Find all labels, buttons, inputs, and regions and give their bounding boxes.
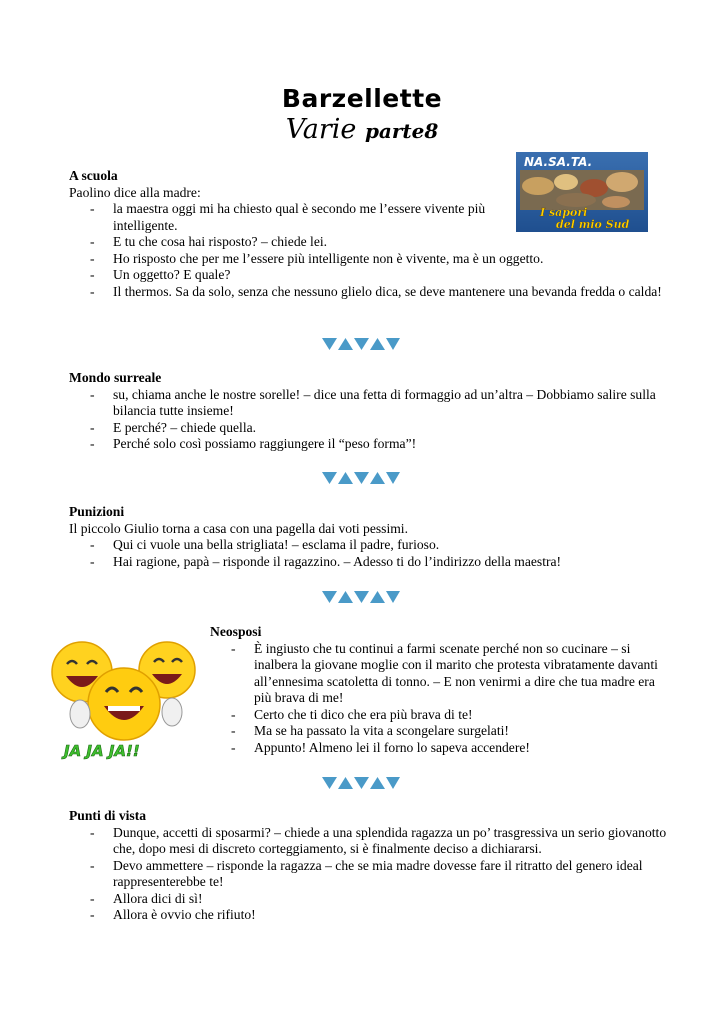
logo-tagline-2: del mio Sud	[556, 218, 630, 231]
logo-title: NA.SA.TA.	[524, 155, 593, 169]
joke-section-neosposi	[210, 624, 660, 756]
section-intro: Il piccolo Giulio torna a casa con una pagella dai voti pessimi.	[69, 520, 408, 536]
dialogue-line: - Ma se ha passato la vita a scongelare surgelati!	[210, 723, 660, 740]
subtitle-part: parte8	[364, 119, 439, 143]
laughing-smileys-image	[42, 632, 202, 762]
dialogue-line: - Certo che ti dico che era più brava di te!	[210, 707, 660, 724]
dialogue-list	[69, 537, 669, 570]
dialogue-line: - la maestra oggi mi ha chiesto qual è secondo me l’essere vivente più intelligente.	[69, 201, 669, 234]
dialogue-line: - Perché solo così possiamo raggiungere il “peso forma”!	[69, 436, 669, 453]
page-title: Barzellette	[281, 84, 443, 113]
triangle-separator	[322, 590, 400, 604]
dialogue-line: - Hai ragione, papà – risponde il ragazzino. – Adesso ti do l’indirizzo della maestra!	[69, 554, 669, 571]
dialogue-line: - Devo ammettere – risponde la ragazza – che se mia madre dovesse fare il ritratto del genero ideal rappresenterebbe te!	[69, 858, 669, 891]
triangle-separator	[322, 776, 400, 790]
section-heading: Mondo surreale	[69, 370, 162, 385]
dialogue-line: - Dunque, accetti di sposarmi? – chiede a una splendida ragazza un po’ trasgressiva un serio giovanotto che, dopo mesi di discreto corteggiamento, si è finalmente deciso a dichiararsi.	[69, 825, 669, 858]
joke-section-mondo-surreale	[69, 370, 669, 453]
dialogue-list	[69, 201, 669, 300]
dialogue-line: - Appunto! Almeno lei il forno lo sapeva accendere!	[210, 740, 660, 757]
dialogue-line: - Un oggetto? E quale?	[69, 267, 669, 284]
dialogue-line: - E perché? – chiede quella.	[69, 420, 669, 437]
section-heading: Punti di vista	[69, 808, 147, 823]
dialogue-line: - Allora dici di sì!	[69, 891, 669, 908]
section-heading: Punizioni	[69, 504, 125, 519]
dialogue-line: - Il thermos. Sa da solo, senza che nessuno glielo dica, se deve mantenere una bevanda fredda o calda!	[69, 284, 669, 301]
dialogue-list	[69, 825, 669, 924]
logo-tagline-1: I sapori	[540, 206, 588, 219]
subtitle-main: Varie	[285, 114, 357, 145]
triangle-separator	[322, 337, 400, 351]
dialogue-list	[210, 641, 660, 757]
dialogue-line: - Qui ci vuole una bella strigliata! – esclama il padre, furioso.	[69, 537, 669, 554]
joke-section-punizioni	[69, 504, 669, 570]
section-intro: Paolino dice alla madre:	[69, 184, 201, 200]
joke-section-punti-di-vista	[69, 808, 669, 924]
triangle-separator	[322, 471, 400, 485]
section-heading: A scuola	[69, 168, 118, 183]
dialogue-line: - Ho risposto che per me l’essere più intelligente non è vivente, ma è un oggetto.	[69, 251, 669, 268]
smiley-caption: JA JA JA!!	[64, 742, 140, 760]
dialogue-list	[69, 387, 669, 453]
dialogue-line: - Allora è ovvio che rifiuto!	[69, 907, 669, 924]
dialogue-line: - E tu che cosa hai risposto? – chiede lei.	[69, 234, 669, 251]
dialogue-line: - È ingiusto che tu continui a farmi scenate perché non so cucinare – si inalbera la giovane moglie con il marito che protesta vibratamente davanti all’ennesima scatoletta di tonno. – E non venirmi a dire che tua madre era più brava di me!	[210, 641, 660, 707]
section-heading: Neosposi	[210, 624, 262, 639]
page-subtitle	[0, 114, 724, 145]
dialogue-line: - su, chiama anche le nostre sorelle! – dice una fetta di formaggio ad un’altra – Dobbiamo salire sulla bilancia tutte insieme!	[69, 387, 669, 420]
joke-section-a-scuola	[69, 168, 669, 300]
